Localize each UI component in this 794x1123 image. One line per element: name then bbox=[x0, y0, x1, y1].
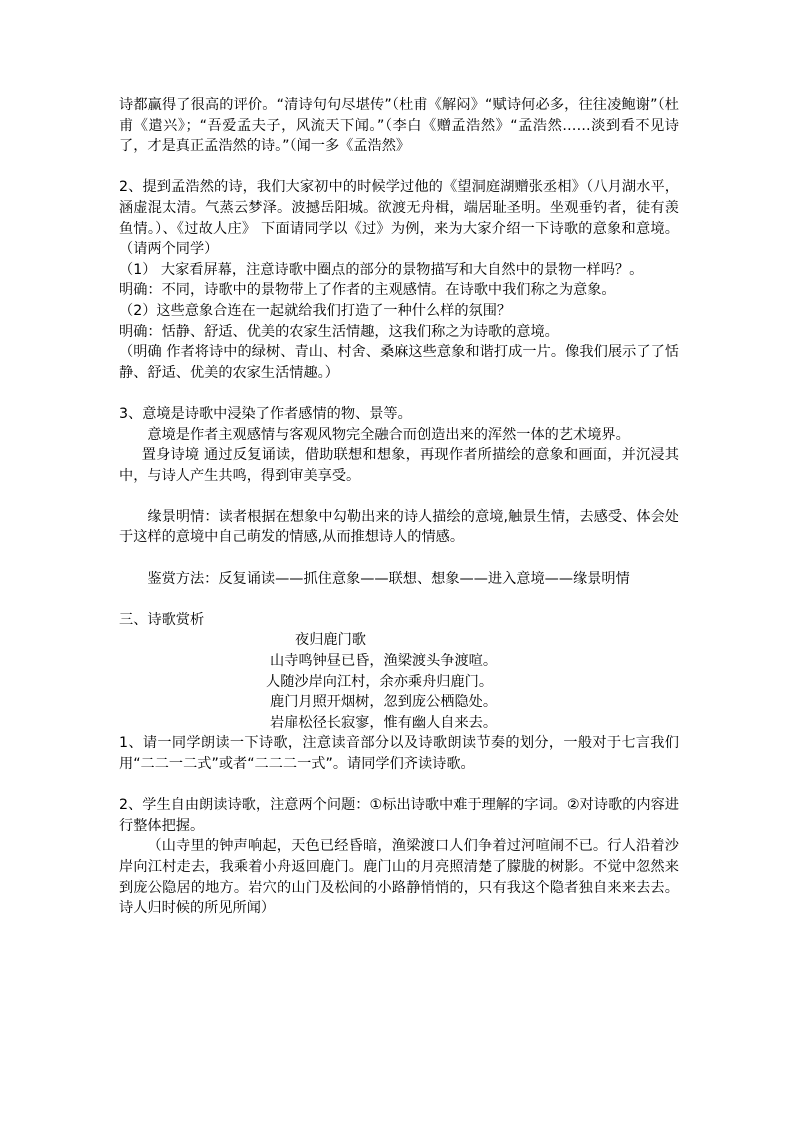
poem-line: 人随沙岸向江村，余亦乘舟归鹿门。 bbox=[266, 673, 494, 690]
paragraph-reading-rhythm: 1、请一同学朗读一下诗歌，注意读音部分以及诗歌朗读节奏的划分，一般对于七言我们用“二二一二式”或者“二二二一式”。请同学们齐读诗歌。 bbox=[119, 735, 679, 772]
paragraph-answer-1: 明确：不同，诗歌中的景物带上了作者的主观感情。在诗歌中我们称之为意象。 bbox=[119, 282, 616, 299]
paragraph-translation: （山寺里的钟声响起，天色已经昏暗，渔梁渡口人们争着过河喧闹不已。行人沿着沙岸向江村走去，我乘着小舟返回鹿门。鹿门山的月亮照清楚了朦胧的树影。不觉中忽然来到庞公隐居的地方。岩穴的山门及松间的小路静悄悄的，只有我这个隐者独自来来去去。诗人归时候的所见所闻） bbox=[119, 838, 679, 917]
blank-line bbox=[119, 589, 679, 610]
paragraph-evaluations: 诗都赢得了很高的评价。“清诗句句尽堪传”（杜甫《解闷》“赋诗何必多，往往凌鲍谢”（杜甫《遣兴》；“吾爱孟夫子，风流天下闻。”（李白《赠孟浩然》“孟浩然……淡到看不见诗了，才是真正孟浩然的诗。”（闻一多《孟浩然》 bbox=[119, 97, 679, 155]
paragraph-yijing-definition: 意境是作者主观感情与客观风物完全融合而创造出来的浑然一体的艺术境界。 bbox=[147, 426, 630, 443]
poem-line: 山寺鸣钟昼已昏，渔梁渡头争渡喧。 bbox=[270, 653, 498, 670]
poem-line: 鹿门月照开烟树，忽到庞公栖隐处。 bbox=[270, 694, 498, 711]
blank-line bbox=[119, 775, 679, 796]
document-page bbox=[119, 95, 679, 919]
poem-title: 夜归鹿门歌 bbox=[295, 632, 366, 649]
paragraph-answer-2: 明确：恬静、舒适、优美的农家生活情趣，这我们称之为诗歌的意境。 bbox=[119, 323, 559, 340]
paragraph-clarify: （明确 作者将诗中的绿树、青山、村舍、桑麻这些意象和谐打成一片。像我们展示了了恬静、舒适、优美的农家生活情趣。） bbox=[119, 344, 679, 381]
paragraph-yuanjing: 缘景明情：读者根据在想象中勾勒出来的诗人描绘的意境,触景生情，去感受、体会处于这样的意境中自己萌发的情感,从而推想诗人的情感。 bbox=[119, 508, 679, 546]
paragraph-yijing-heading: 3、意境是诗歌中浸染了作者感情的物、景等。 bbox=[119, 405, 412, 422]
poem-line: 岩扉松径长寂寥，惟有幽人自来去。 bbox=[270, 714, 498, 731]
paragraph-question-1: （1） 大家看屏幕，注意诗歌中圈点的部分的景物描写和大自然中的景物一样吗？。 bbox=[119, 261, 644, 278]
paragraph-question-2: （2）这些意象合连在一起就给我们打造了一种什么样的氛围？ bbox=[119, 302, 512, 319]
blank-line bbox=[119, 383, 679, 404]
paragraph-method: 鉴赏方法：反复诵读——抓住意象——联想、想象——进入意境——缘景明情 bbox=[147, 570, 630, 587]
blank-line bbox=[119, 548, 679, 569]
blank-line bbox=[119, 157, 679, 178]
paragraph-intro-poem: 2、提到孟浩然的诗，我们大家初中的时候学过他的《望洞庭湖赠张丞相》（八月湖水平，涵虚混太清。气蒸云梦泽。波撼岳阳城。欲渡无舟楫，端居耻圣明。坐观垂钓者，徒有羡鱼情。）、《过故人庄》 下面请同学以《过》为例，来为大家介绍一下诗歌的意象和意境。（请两个同学） bbox=[119, 179, 679, 258]
paragraph-free-reading: 2、学生自由朗读诗歌，注意两个问题：①标出诗歌中难于理解的字词。②对诗歌的内容进行整体把握。 bbox=[119, 797, 679, 834]
section-heading-appreciation: 三、诗歌赏析 bbox=[119, 611, 205, 628]
blank-line bbox=[119, 486, 679, 507]
paragraph-immersion: 置身诗境 通过反复诵读，借助联想和想象，再现作者所描绘的意象和画面，并沉浸其中，与诗人产生共鸣，得到审美享受。 bbox=[119, 447, 679, 484]
